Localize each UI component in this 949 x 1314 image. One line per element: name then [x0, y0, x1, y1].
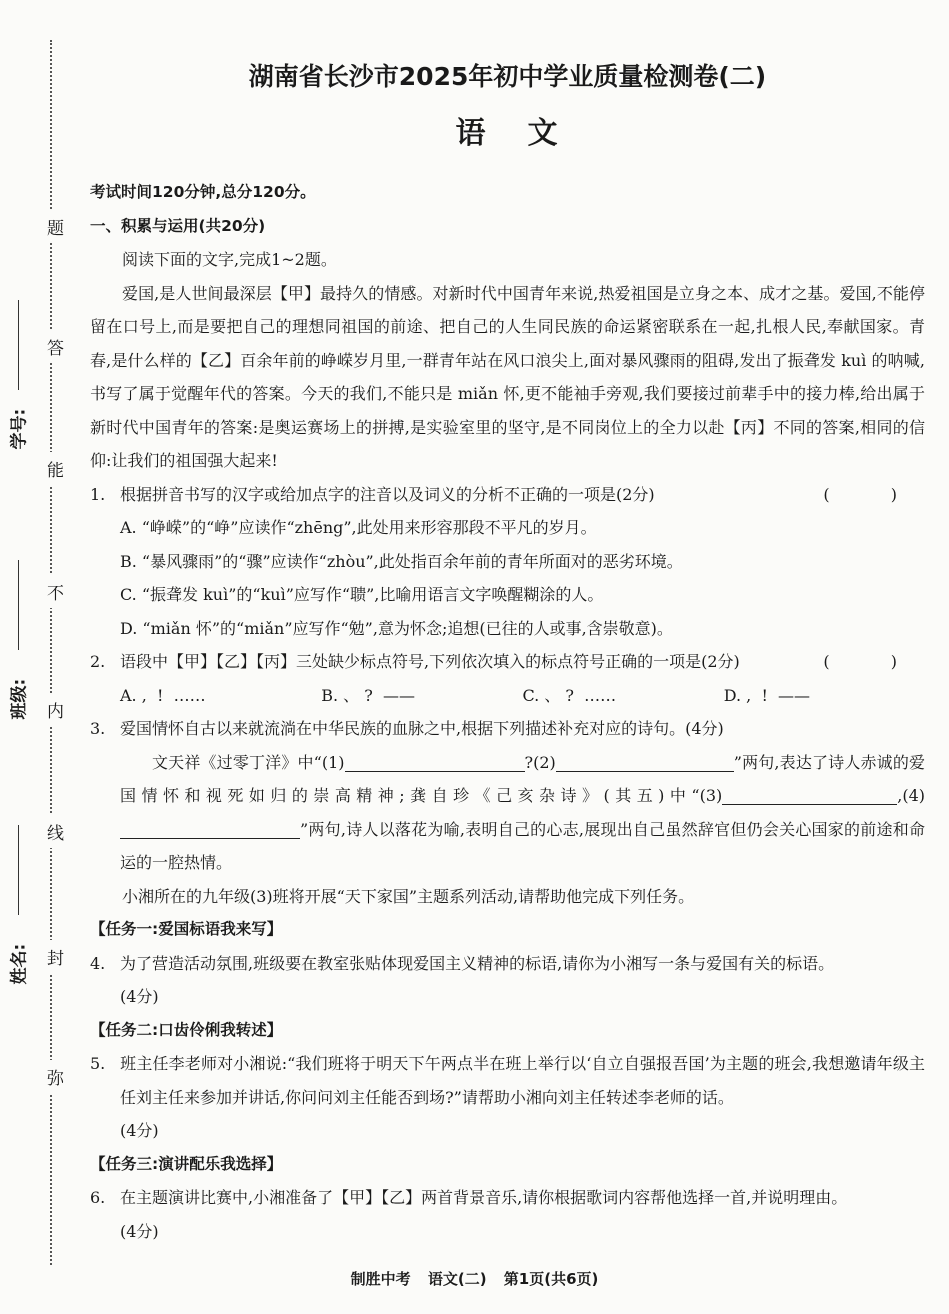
reading-instruction: 阅读下面的文字,完成1~2题。 [122, 250, 337, 269]
question-3 [90, 712, 925, 746]
name-field [0, 943, 34, 985]
question-number: 3. [90, 719, 106, 738]
question-number: 5. [90, 1054, 106, 1073]
question-4 [90, 947, 925, 981]
footer-subject: 语文(二) [427, 1270, 487, 1288]
question-number: 4. [90, 953, 106, 973]
seal-char: 内 [47, 693, 63, 726]
question-score: (4分) [120, 1121, 159, 1140]
question-score: (4分) [120, 987, 159, 1006]
question-number: 6. [90, 1188, 106, 1207]
blank-4[interactable] [120, 818, 300, 839]
exam-subject: 语文 [455, 116, 600, 151]
page-footer [0, 1268, 949, 1289]
answer-paren[interactable]: ( ) [823, 652, 925, 671]
class-field [0, 678, 34, 720]
option-a: A. , ! …… [120, 685, 206, 705]
student-id-label: 学号: [9, 408, 30, 450]
reading-passage: 爱国,是人世间最深层【甲】最持久的情感。对新时代中国青年来说,热爱祖国是立身之本、成才之基。爱国,不能停留在口号上,而是要把自己的理想同祖国的前途、把自己的人生同民族的命运紧密联系在一起,扎根人民,奉献国家。青春,是什么样的【乙】百余年前的峥嵘岁月里,一群青年站在风口浪尖上,面对暴风骤雨的阻碍,发出了振聋发 kuì 的呐喊,书写了属于觉醒年代的答案。今天的我们,不能只是 miǎn 怀,更不能袖手旁观,我们要接过前辈手中的接力棒,给出属于新时代中国青年的答案:是奥运赛场上的拼搏,是实验室里的坚守,是不同岗位上的全力以赴【丙】不同的答案,相同的信仰:让我们的祖国强大起来! [90, 283, 925, 470]
seal-char: 题 [47, 210, 63, 243]
name-label: 姓名: [9, 943, 30, 985]
question-score: (4分) [120, 1221, 159, 1241]
question-number: 1. [90, 484, 106, 504]
option-d: D. , ! —— [723, 685, 811, 705]
seal-char: 封 [47, 940, 63, 973]
option-b: B. “暴风骤雨”的“骤”应读作“zhòu”,此处指百余年前的青年所面对的恶劣环境。 [120, 551, 683, 571]
question-2-options [90, 679, 925, 713]
footer-page-number: 第1页(共6页) [503, 1270, 599, 1288]
question-stem: 爱国情怀自古以来就流淌在中华民族的血脉之中,根据下列描述补充对应的诗句。(4分) [120, 719, 724, 738]
option-c: C. “振聋发 kuì”的“kuì”应写作“聩”,比喻用语言文字唤醒糊涂的人。 [120, 585, 604, 604]
question-stem: 在主题演讲比赛中,小湘准备了【甲】【乙】两首背景音乐,请你根据歌词内容帮他选择一首,并说明理由。 [120, 1188, 848, 1207]
answer-paren[interactable]: ( ) [823, 484, 925, 504]
exam-info: 考试时间120分钟,总分120分。 [90, 183, 316, 201]
question-stem: 语段中【甲】【乙】【丙】三处缺少标点符号,下列依次填入的标点符号正确的一项是(2分) [120, 652, 740, 671]
poem-text: ,(4) [897, 786, 925, 805]
poem-fill-in [90, 746, 925, 880]
activity-intro: 小湘所在的九年级(3)班将开展“天下家国”主题系列活动,请帮助他完成下列任务。 [122, 886, 695, 906]
seal-char: 不 [47, 575, 63, 608]
task-1-heading: 【任务一:爱国标语我来写】 [90, 920, 283, 938]
seal-char: 弥 [47, 1060, 63, 1093]
question-stem: 为了营造活动氛围,班级要在教室张贴体现爱国主义精神的标语,请你为小湘写一条与爱国有关的标语。 [120, 953, 835, 973]
question-stem: 班主任李老师对小湘说:“我们班将于明天下午两点半在班上举行以‘自立自强报吾国’为主题的班会,我想邀请年级主任刘主任来参加并讲话,你问问刘主任能否到场?”请帮助小湘向刘主任转述李老师的话。 [120, 1054, 925, 1107]
student-id-blank[interactable] [18, 300, 19, 390]
question-5 [90, 1047, 925, 1114]
question-stem: 根据拼音书写的汉字或给加点字的注音以及词义的分析不正确的一项是(2分) [120, 484, 655, 504]
question-2 [90, 645, 925, 679]
blank-1[interactable] [345, 751, 525, 772]
binding-margin [0, 0, 80, 1314]
blank-3[interactable] [722, 784, 897, 805]
poem-text: ”两句,诗人以落花为喻,表明自己的心志,展现出自己虽然辞官但仍会关心国家的前途和命运的一腔热情。 [120, 819, 925, 872]
seal-char: 能 [47, 452, 63, 485]
question-6 [90, 1181, 925, 1215]
question-1 [90, 478, 925, 512]
poem-text: 文天祥《过零丁洋》中“(1) [152, 752, 345, 772]
option-d: D. “miǎn 怀”的“miǎn”应写作“勉”,意为怀念;追想(已往的人或事,含崇敬意)。 [120, 618, 673, 638]
section-heading: 一、积累与运用(共20分) [90, 216, 266, 235]
class-blank[interactable] [18, 560, 19, 650]
task-2-heading: 【任务二:口齿伶俐我转述】 [90, 1020, 283, 1039]
name-blank[interactable] [18, 825, 19, 915]
exam-title: 湖南省长沙市2025年初中学业质量检测卷(二) [248, 62, 767, 91]
question-number: 2. [90, 652, 106, 671]
seal-char: 答 [47, 330, 63, 363]
seal-char: 线 [47, 815, 63, 848]
poem-text: ”两句,表达了诗人赤诚的爱国情怀和视死如归的崇高精神;龚自珍《己亥杂诗》(其五)中“(3) [120, 752, 925, 805]
option-a: A. “峥嵘”的“峥”应读作“zhēng”,此处用来形容那段不平凡的岁月。 [120, 518, 597, 537]
option-c: C. 、 ? …… [522, 685, 617, 705]
option-b: B. 、 ? —— [321, 685, 416, 705]
class-label: 班级: [9, 678, 30, 720]
poem-text: ?(2) [524, 752, 556, 772]
task-3-heading: 【任务三:演讲配乐我选择】 [90, 1154, 283, 1173]
exam-page [90, 58, 925, 1248]
footer-brand: 制胜中考 [350, 1270, 411, 1288]
blank-2[interactable] [556, 751, 734, 772]
student-id-field [0, 408, 34, 450]
